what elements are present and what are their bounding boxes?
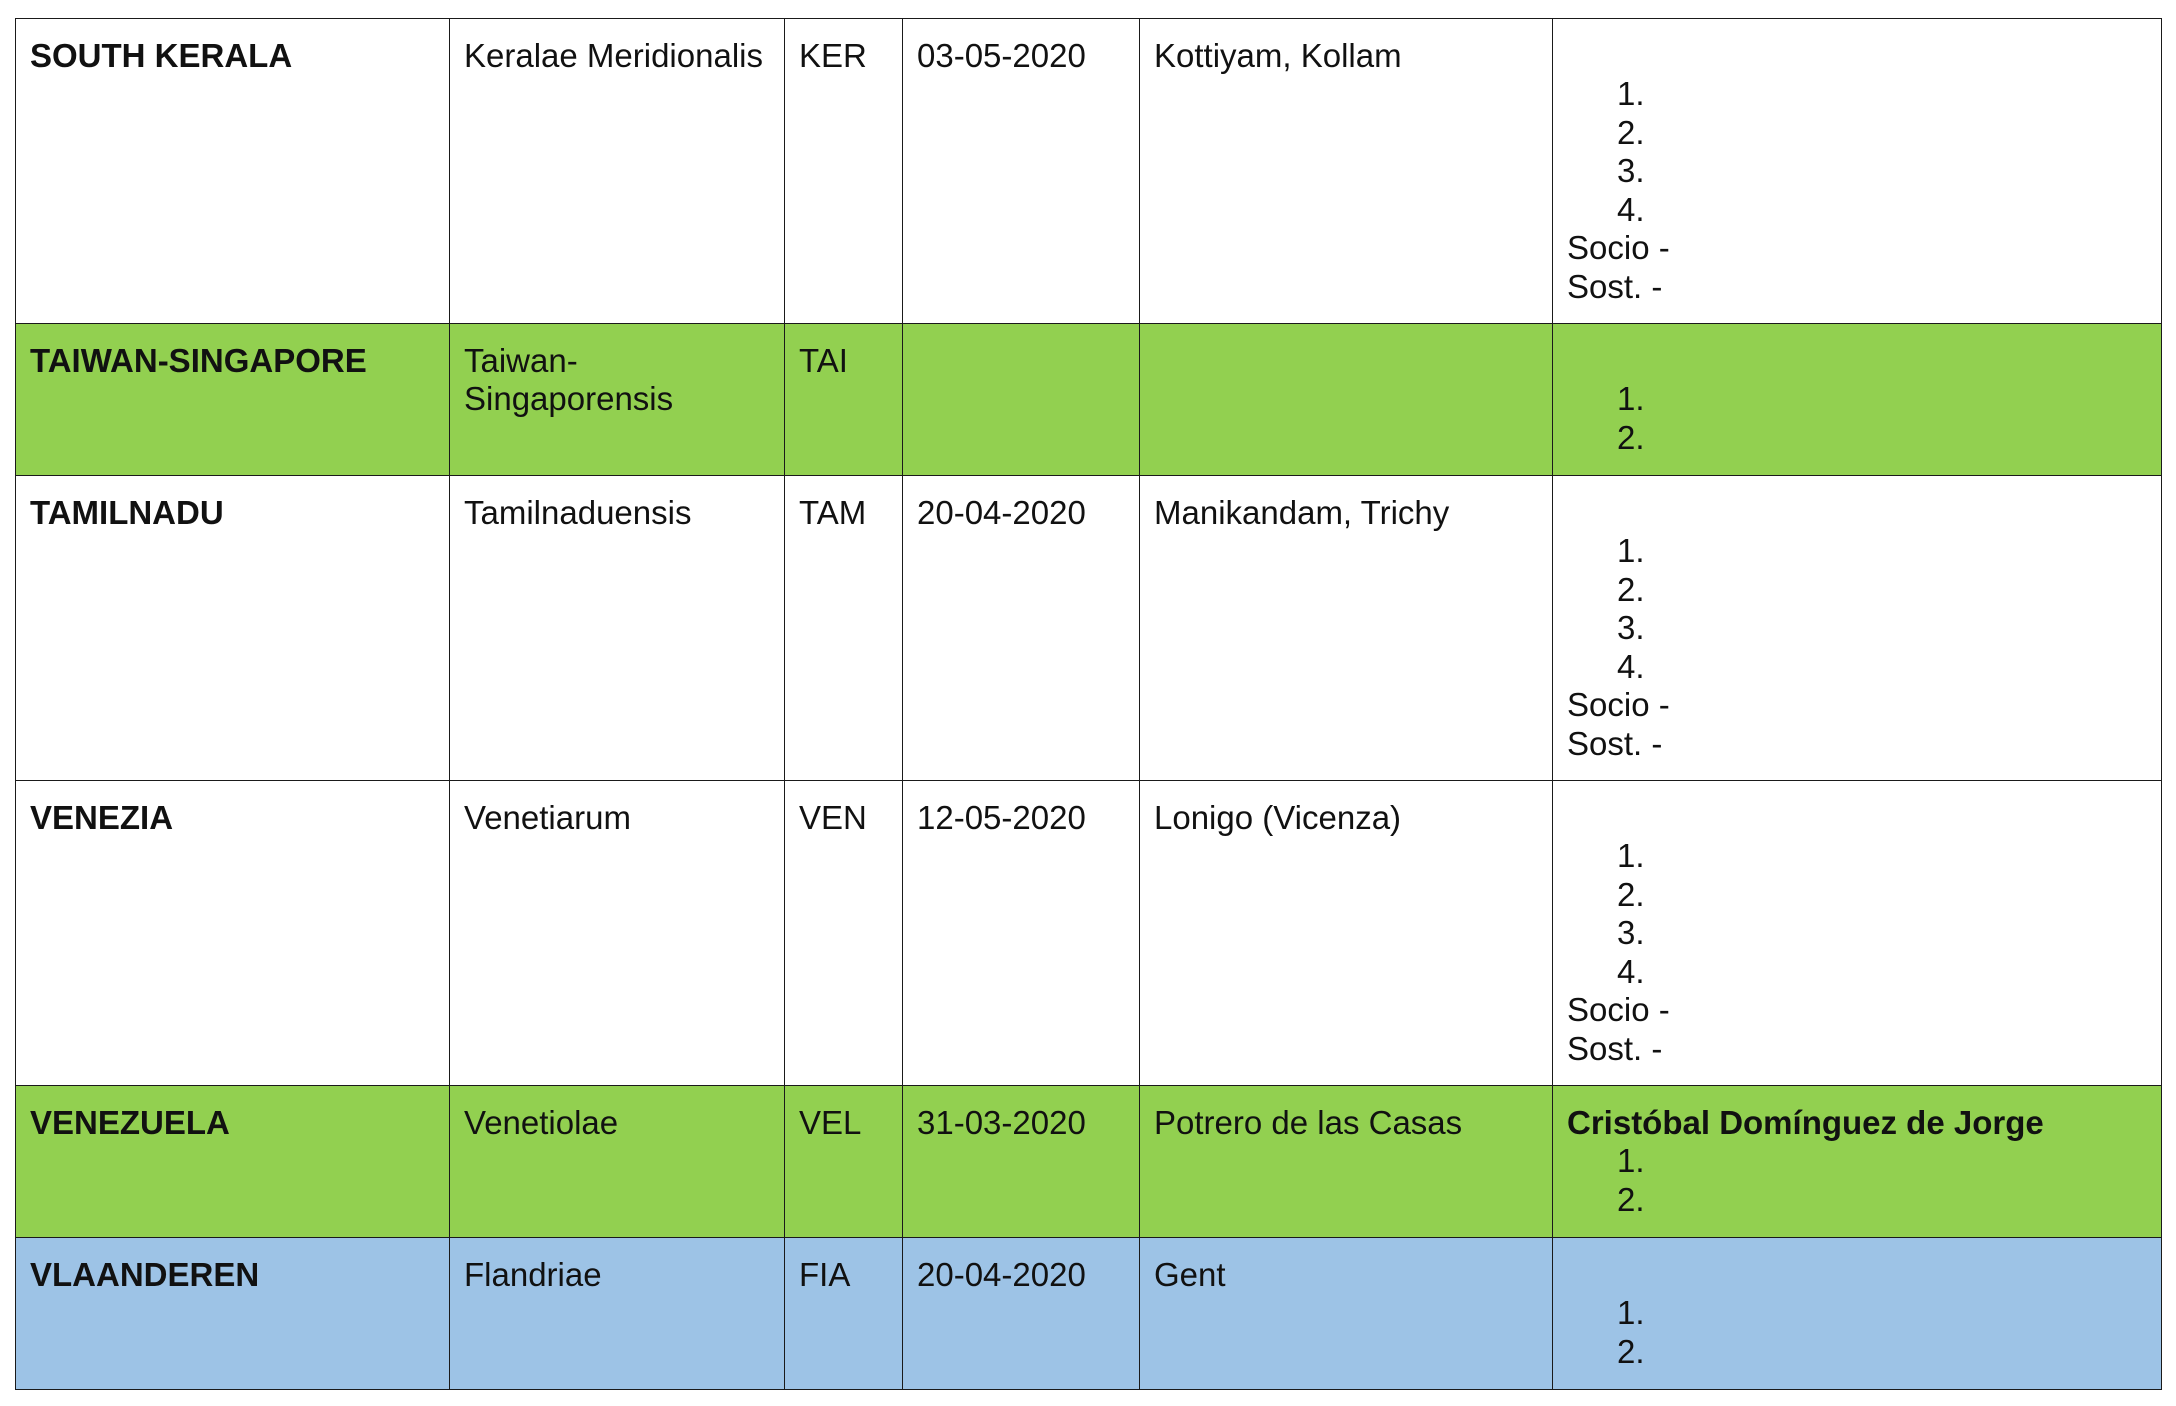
list-item: 2. xyxy=(1617,1332,1645,1370)
sost-line: Sost. - xyxy=(1567,1029,1663,1067)
list-item: 1. xyxy=(1617,380,1645,417)
members-head xyxy=(1567,37,2147,75)
region-code: TAM xyxy=(785,476,903,781)
table-row xyxy=(16,324,2162,476)
region-name: SOUTH KERALA xyxy=(16,19,450,324)
list-item: 2. xyxy=(1617,570,1645,608)
sost-line: Sost. - xyxy=(1567,267,1663,305)
table-row xyxy=(16,476,2162,781)
table-row xyxy=(16,781,2162,1086)
region-code: VEL xyxy=(785,1086,903,1238)
region-place: Potrero de las Casas xyxy=(1140,1086,1553,1238)
region-date: 03-05-2020 xyxy=(903,19,1140,324)
members-cell xyxy=(1553,1086,2162,1238)
region-place: Manikandam, Trichy xyxy=(1140,476,1553,781)
latin-name: Taiwan-Singaporensis xyxy=(450,324,785,476)
members-list xyxy=(1567,837,2147,991)
list-item: 2. xyxy=(1617,418,1645,456)
members-cell xyxy=(1553,781,2162,1086)
latin-name: Keralae Meridionalis xyxy=(450,19,785,324)
members-list xyxy=(1567,1294,2147,1371)
latin-name: Venetiolae xyxy=(450,1086,785,1238)
latin-name: Venetiarum xyxy=(450,781,785,1086)
region-name: TAIWAN-SINGAPORE xyxy=(16,324,450,476)
list-item: 1. xyxy=(1617,1142,1645,1179)
members-cell xyxy=(1553,1238,2162,1390)
members-cell xyxy=(1553,476,2162,781)
members-list xyxy=(1567,75,2147,229)
members-cell xyxy=(1553,324,2162,476)
region-date xyxy=(903,324,1140,476)
region-date: 20-04-2020 xyxy=(903,476,1140,781)
list-item: 4. xyxy=(1617,190,1645,228)
region-place: Lonigo (Vicenza) xyxy=(1140,781,1553,1086)
list-item: 2. xyxy=(1617,113,1645,151)
list-item: 2. xyxy=(1617,875,1645,913)
region-place xyxy=(1140,324,1553,476)
region-code: KER xyxy=(785,19,903,324)
members-head xyxy=(1567,494,2147,532)
socio-line: Socio - xyxy=(1567,229,1670,266)
region-code: TAI xyxy=(785,324,903,476)
region-name: VLAANDEREN xyxy=(16,1238,450,1390)
sost-line: Sost. - xyxy=(1567,724,1663,762)
list-item: 1. xyxy=(1617,75,1645,112)
table-row xyxy=(16,19,2162,324)
region-place: Kottiyam, Kollam xyxy=(1140,19,1553,324)
list-item: 3. xyxy=(1617,152,1645,189)
region-code: VEN xyxy=(785,781,903,1086)
list-item: 4. xyxy=(1617,952,1645,990)
members-list xyxy=(1567,380,2147,457)
latin-name: Flandriae xyxy=(450,1238,785,1390)
members-head xyxy=(1567,1256,2147,1294)
list-item: 2. xyxy=(1617,1180,1645,1218)
list-item: 1. xyxy=(1617,837,1645,874)
region-name: VENEZIA xyxy=(16,781,450,1086)
region-place: Gent xyxy=(1140,1238,1553,1390)
list-item: 3. xyxy=(1617,609,1645,646)
table-row xyxy=(16,1086,2162,1238)
list-item: 1. xyxy=(1617,1294,1645,1331)
socio-line: Socio - xyxy=(1567,991,1670,1028)
members-cell xyxy=(1553,19,2162,324)
regions-table xyxy=(15,18,2162,1390)
region-name: VENEZUELA xyxy=(16,1086,450,1238)
socio-line: Socio - xyxy=(1567,686,1670,723)
region-name: TAMILNADU xyxy=(16,476,450,781)
members-head xyxy=(1567,342,2147,380)
members-list xyxy=(1567,532,2147,686)
region-date: 12-05-2020 xyxy=(903,781,1140,1086)
region-code: FIA xyxy=(785,1238,903,1390)
table-row xyxy=(16,1238,2162,1390)
members-list xyxy=(1567,1142,2147,1219)
latin-name: Tamilnaduensis xyxy=(450,476,785,781)
members-head xyxy=(1567,799,2147,837)
list-item: 4. xyxy=(1617,647,1645,685)
region-date: 20-04-2020 xyxy=(903,1238,1140,1390)
members-head: Cristóbal Domínguez de Jorge xyxy=(1567,1104,2044,1141)
list-item: 3. xyxy=(1617,914,1645,951)
list-item: 1. xyxy=(1617,532,1645,569)
region-date: 31-03-2020 xyxy=(903,1086,1140,1238)
